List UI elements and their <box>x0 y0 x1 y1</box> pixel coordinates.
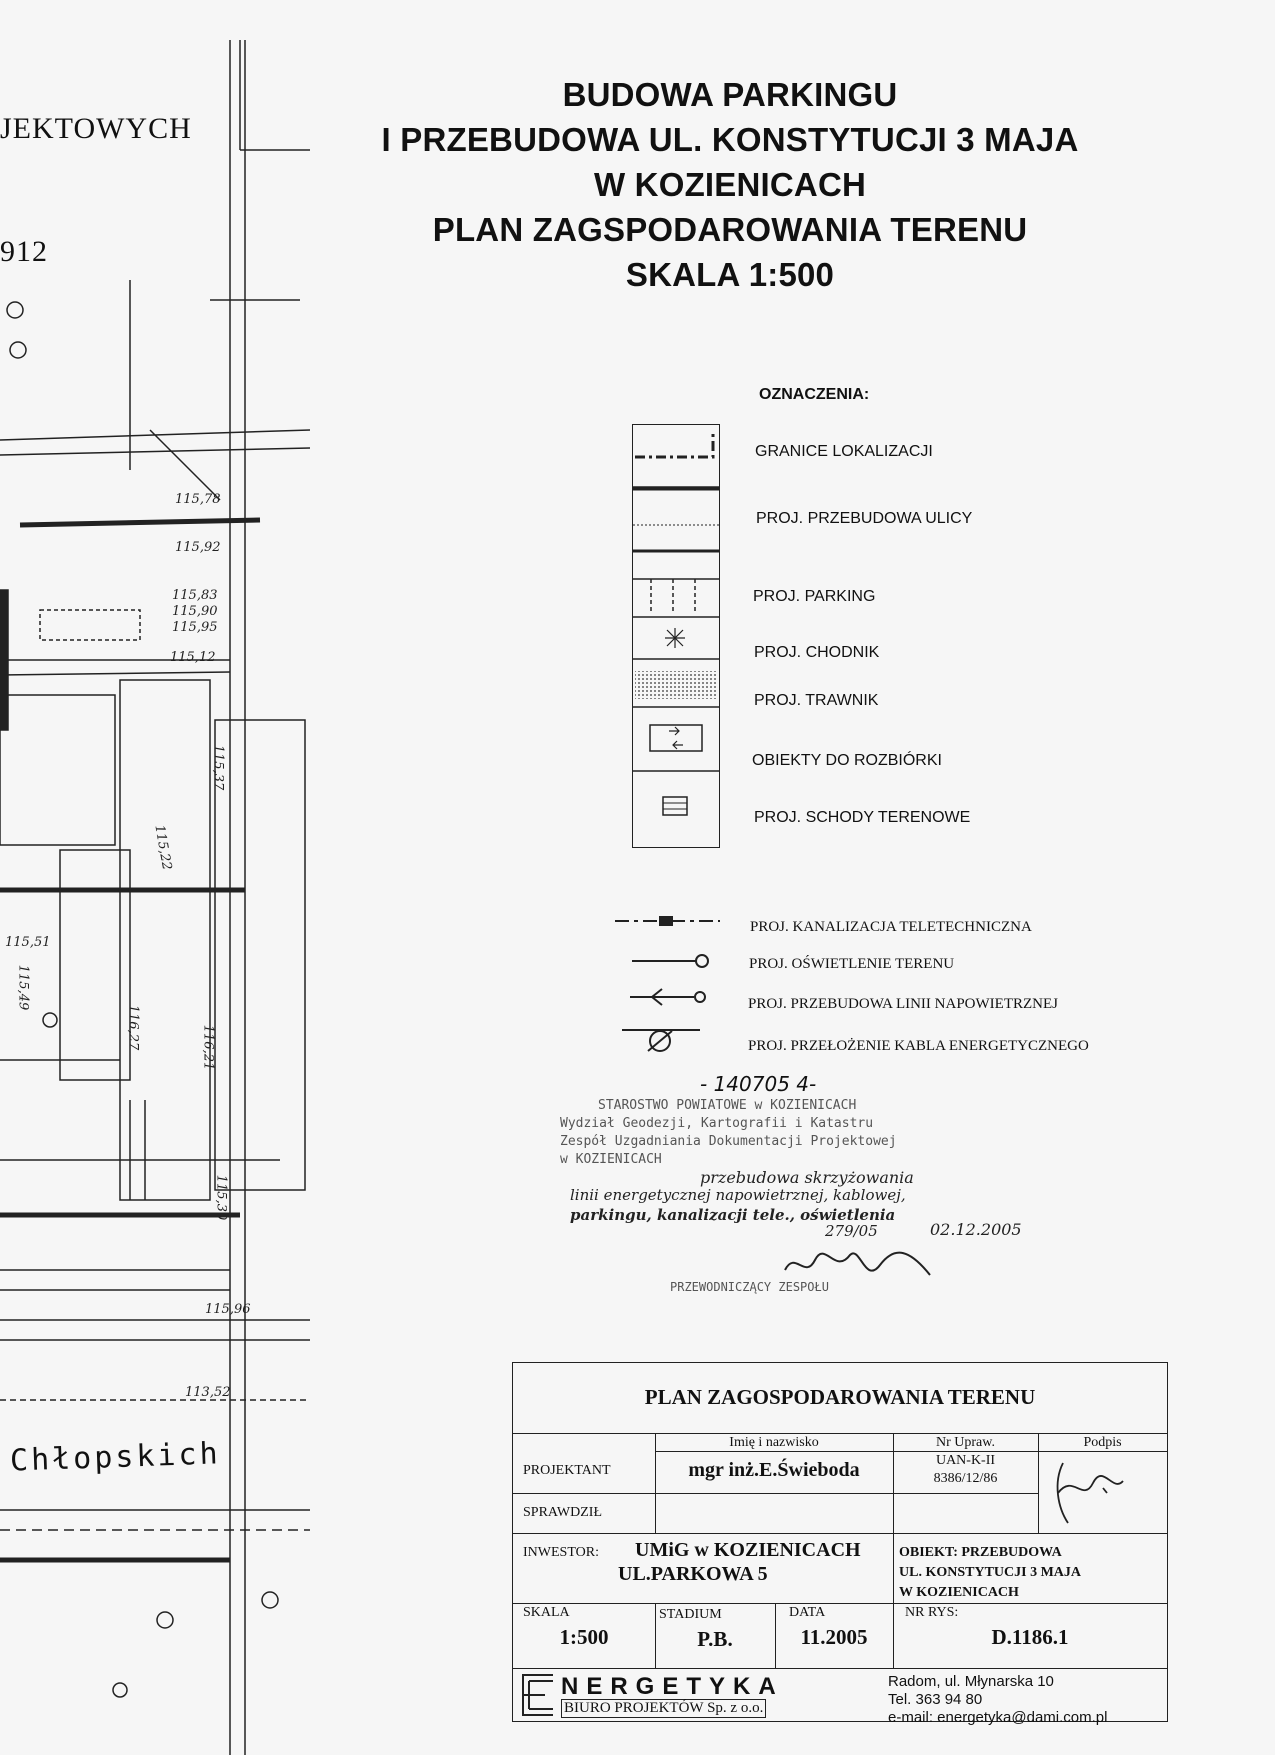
spot-height: 115,92 <box>175 540 221 555</box>
date-label: DATA <box>789 1605 826 1620</box>
title-line-2: I PRZEBUDOWA UL. KONSTYTUCJI 3 MAJA <box>381 121 1079 158</box>
title-block-heading: PLAN ZAGOSPODAROWANIA TERENU <box>644 1385 1036 1409</box>
spot-height: 115,30 <box>213 1174 229 1221</box>
legend-item-parking: PROJ. PARKING <box>753 588 876 605</box>
spot-height: 115,12 <box>170 650 216 665</box>
date-value: 11.2005 <box>800 1625 868 1649</box>
stamp-hand-3: parkingu, kanalizacji tele., oświetlenia <box>570 1206 896 1224</box>
investor-name: UMiG w KOZIENICACH <box>635 1539 861 1561</box>
spot-height: 115,78 <box>175 492 221 507</box>
drawing-number-value: D.1186.1 <box>991 1625 1069 1649</box>
company-email: e-mail: energetyka@dami.com.pl <box>888 1709 1108 1726</box>
legend-item-stairs: PROJ. SCHODY TERENOWE <box>754 809 971 826</box>
company-address: Radom, ul. Młynarska 10 <box>888 1673 1054 1690</box>
company-name: NERGETYKA <box>561 1673 784 1700</box>
legend-line-telecom: PROJ. KANALIZACJA TELETECHNICZNA <box>750 919 1032 935</box>
spot-height: 115,49 <box>15 964 31 1011</box>
spot-height: 115,90 <box>172 604 218 619</box>
spot-height: 116,27 <box>125 1004 141 1051</box>
map-label-number: 912 <box>0 235 48 268</box>
stage-value: P.B. <box>697 1627 733 1651</box>
stamp-hand-1: przebudowa skrzyżowania <box>700 1168 914 1187</box>
column-signature: Podpis <box>1083 1435 1122 1450</box>
license-line-1: UAN-K-II <box>935 1453 996 1468</box>
investor-address: UL.PARKOWA 5 <box>618 1563 768 1585</box>
spot-height: 116,21 <box>200 1024 216 1071</box>
stamp-line-3: Zespół Uzgadniania Dokumentacji Projektowej <box>560 1134 897 1149</box>
legend-item-demolition: OBIEKTY DO ROZBIÓRKI <box>752 752 942 769</box>
map-label-top: JEKTOWYCH <box>0 112 192 145</box>
drawing-number-label: NR RYS: <box>905 1605 959 1620</box>
drawing-title <box>340 72 1120 297</box>
column-name: Imię i nazwisko <box>729 1435 819 1450</box>
investor-label: INWESTOR: <box>523 1545 599 1560</box>
street-name: Chłopskich <box>9 1436 222 1479</box>
stamp-protocol: 279/05 <box>825 1222 878 1240</box>
spot-height: 113,52 <box>185 1385 231 1400</box>
object-line-3: W KOZIENICACH <box>899 1585 1019 1600</box>
scale-value: 1:500 <box>559 1625 609 1649</box>
stamp-line-2: Wydział Geodezji, Kartografii i Katastru <box>560 1116 874 1131</box>
map-drawing <box>0 0 320 1755</box>
spot-height: 115,37 <box>210 744 226 791</box>
spot-height: 115,83 <box>172 588 218 603</box>
legend-item-boundary: GRANICE LOKALIZACJI <box>755 443 933 460</box>
legend-item-sidewalk: PROJ. CHODNIK <box>754 644 880 661</box>
stamp-line-4: w KOZIENICACH <box>560 1152 662 1167</box>
utility-line-symbols <box>610 905 730 1055</box>
title-line-3: W KOZIENICACH <box>593 166 867 203</box>
company-logo-e <box>521 1673 557 1717</box>
legend-line-overhead: PROJ. PRZEBUDOWA LINII NAPOWIETRZNEJ <box>748 996 1058 1012</box>
designer-label: PROJEKTANT <box>523 1463 611 1478</box>
approval-stamp <box>560 1090 1020 1300</box>
spot-height: 115,51 <box>5 935 51 950</box>
stamp-hand-2: linii energetycznej napowietrznej, kablowej, <box>570 1186 906 1204</box>
legend-symbols <box>632 424 720 848</box>
company-subtitle: BIURO PROJEKTÓW Sp. z o.o. <box>561 1699 766 1718</box>
object-line-2: UL. KONSTYTUCJI 3 MAJA <box>899 1565 1082 1580</box>
stage-label: STADIUM <box>659 1607 722 1622</box>
title-scale: SKALA 1:500 <box>625 256 835 293</box>
object-line-1: OBIEKT: PRZEBUDOWA <box>899 1545 1062 1560</box>
designer-name: mgr inż.E.Świeboda <box>688 1459 860 1481</box>
handwritten-number: - 140705 4- <box>700 1072 817 1096</box>
title-line-4: PLAN ZAGSPODAROWANIA TERENU <box>432 211 1028 248</box>
stamp-line-1: STAROSTWO POWIATOWE w KOZIENICACH <box>598 1098 857 1113</box>
spot-height: 115,96 <box>205 1302 251 1317</box>
scale-label: SKALA <box>523 1605 570 1620</box>
stamp-date: 02.12.2005 <box>930 1220 1022 1239</box>
legend-heading: OZNACZENIA: <box>759 386 870 403</box>
legend-symbol-graphics <box>633 425 719 847</box>
spot-height: 115,95 <box>172 620 218 635</box>
title-block <box>512 1362 1168 1726</box>
designer-signature <box>1043 1453 1163 1533</box>
boundary-symbol <box>635 433 713 457</box>
legend-item-lawn: PROJ. TRAWNIK <box>754 692 879 709</box>
title-line-1: BUDOWA PARKINGU <box>562 76 898 113</box>
stamp-bottom: PRZEWODNICZĄCY ZESPOŁU <box>670 1280 829 1294</box>
spot-height: 115,22 <box>151 823 175 872</box>
legend-line-cable: PROJ. PRZEŁOŻENIE KABLA ENERGETYCZNEGO <box>748 1038 1089 1054</box>
map-fragment <box>0 0 320 1755</box>
checked-label: SPRAWDZIŁ <box>523 1505 602 1520</box>
legend-item-street: PROJ. PRZEBUDOWA ULICY <box>756 510 973 527</box>
company-phone: Tel. 363 94 80 <box>888 1691 983 1708</box>
legend-line-lighting: PROJ. OŚWIETLENIE TERENU <box>749 956 955 972</box>
license-line-2: 8386/12/86 <box>933 1471 998 1486</box>
column-license: Nr Upraw. <box>936 1435 995 1450</box>
